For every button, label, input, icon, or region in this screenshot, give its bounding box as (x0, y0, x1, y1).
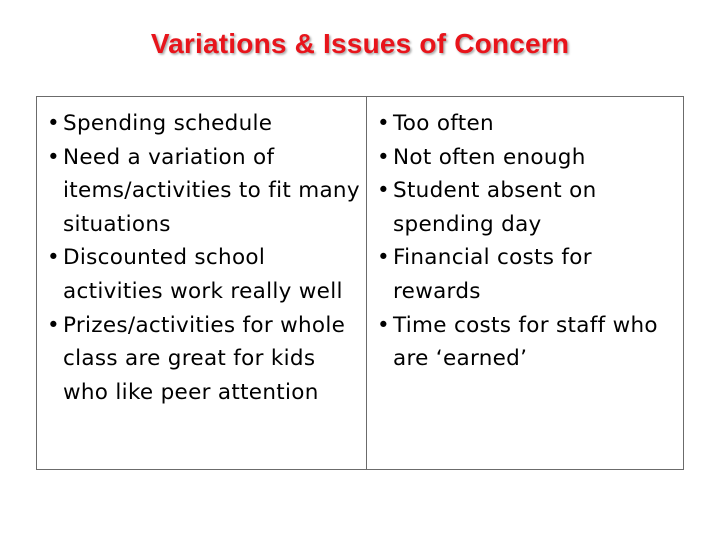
left-column (37, 97, 367, 469)
list-item-text: Discounted school activities work really well (63, 245, 343, 304)
bullet-icon: • (47, 312, 60, 338)
list-item (373, 174, 683, 241)
list-item (373, 107, 683, 141)
list-item-text: Spending schedule (63, 111, 273, 136)
list-item (373, 141, 683, 175)
bullet-icon: • (47, 245, 60, 271)
right-column (367, 97, 683, 469)
bullet-icon: • (377, 111, 390, 136)
list-item (43, 107, 366, 141)
list-item (43, 241, 366, 308)
bullet-icon: • (47, 111, 60, 136)
bullet-icon: • (377, 144, 390, 170)
list-item (373, 241, 683, 308)
slide-title: Variations & Issues of Concern (150, 28, 570, 59)
list-item-text: Need a variation of items/activities to fit many situations (63, 144, 360, 237)
list-item-text: Prizes/activities for whole class are great for kids who like peer attention (63, 312, 346, 405)
list-item-text: Student absent on spending day (393, 178, 597, 237)
left-bullet-list (43, 107, 366, 409)
list-item-text: Financial costs for rewards (393, 245, 592, 304)
bullet-icon: • (377, 178, 390, 204)
bullet-icon: • (377, 245, 390, 271)
list-item (43, 309, 366, 410)
list-item (43, 141, 366, 242)
list-item-text: Time costs for staff who are ‘earned’ (393, 312, 658, 372)
two-column-table (36, 96, 684, 470)
right-bullet-list (373, 107, 683, 376)
list-item-text: Too often (393, 111, 494, 136)
bullet-icon: • (47, 144, 60, 170)
list-item (373, 309, 683, 376)
list-item-text: Not often enough (393, 144, 586, 170)
bullet-icon: • (377, 312, 390, 338)
